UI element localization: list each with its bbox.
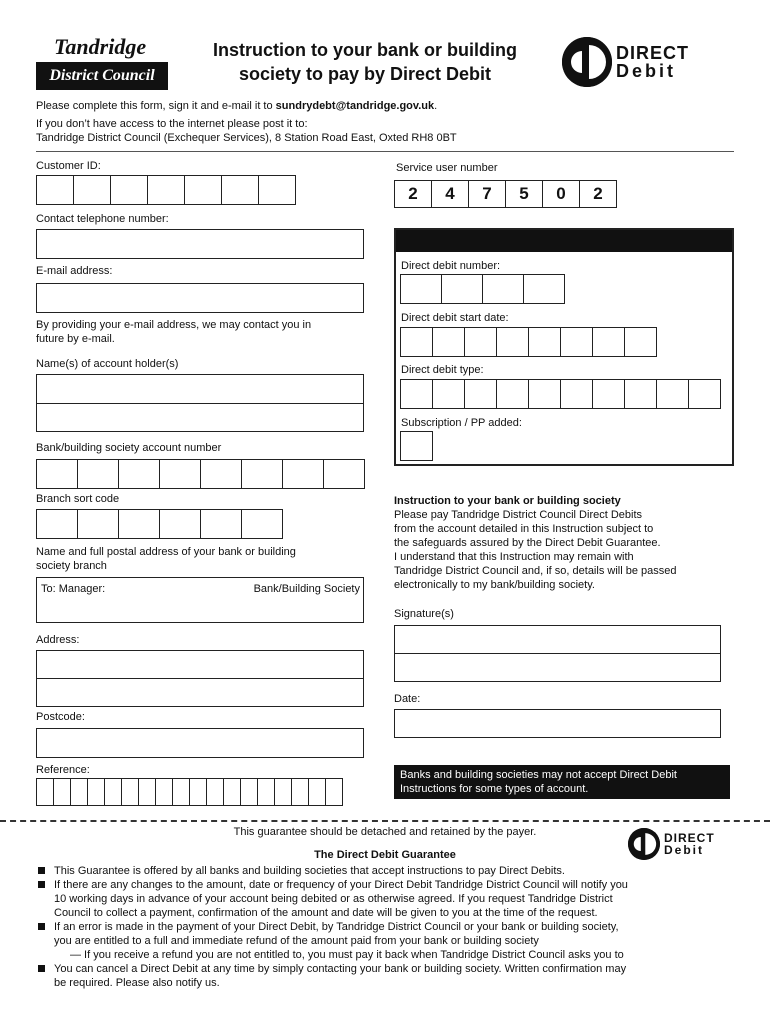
instruction-line: from the account detailed in this Instruction subject to bbox=[394, 523, 654, 535]
detach-note: This guarantee should be detached and retained by the payer. bbox=[233, 826, 537, 838]
account-holder-field-2[interactable] bbox=[36, 403, 364, 432]
input-cell[interactable] bbox=[36, 175, 74, 205]
intro-line-1: Please complete this form, sign it and e-mail it to sundrydebt@tandridge.gov.uk. bbox=[36, 100, 438, 112]
dd-logo-line-1: DIRECT bbox=[664, 831, 715, 845]
dd-logo-line-1: DIRECT bbox=[616, 43, 689, 63]
signature-field-1[interactable] bbox=[394, 625, 721, 654]
instruction-line: I understand that this Instruction may remain with bbox=[394, 551, 634, 563]
input-cell[interactable] bbox=[118, 459, 160, 489]
input-cell[interactable] bbox=[70, 778, 88, 806]
instruction-block bbox=[394, 494, 734, 592]
subscription-label: Subscription / PP added: bbox=[401, 417, 522, 429]
input-cell[interactable] bbox=[624, 327, 657, 357]
account-number-label: Bank/building society account number bbox=[36, 442, 222, 454]
input-cell[interactable] bbox=[36, 509, 78, 539]
dd-number-label: Direct debit number: bbox=[401, 260, 501, 272]
office-use-header-bar bbox=[396, 230, 732, 252]
input-cell[interactable] bbox=[592, 327, 625, 357]
header-divider bbox=[36, 151, 734, 152]
title-line-2: society to pay by Direct Debit bbox=[238, 64, 492, 84]
bank-name-label-line-1: Name and full postal address of your bank or building bbox=[36, 546, 296, 558]
input-cell[interactable] bbox=[523, 274, 565, 304]
direct-debit-mark-icon bbox=[628, 828, 660, 860]
input-cell[interactable] bbox=[592, 379, 625, 409]
account-type-note: Banks and building societies may not accept Direct Debit Instructions for some types of account. bbox=[394, 765, 730, 799]
title-line-1: Instruction to your bank or building bbox=[213, 40, 517, 60]
dd-type-label: Direct debit type: bbox=[401, 364, 484, 376]
bank-society-label: Bank/Building Society bbox=[253, 583, 360, 595]
input-cell[interactable] bbox=[688, 379, 721, 409]
input-cell[interactable] bbox=[323, 459, 365, 489]
guarantee-item: If an error is made in the payment of your Direct Debit, by Tandridge District Council or your bank or building society, you are entitled to a full and immediate refund of the amount paid from your bank or building society bbox=[36, 920, 736, 948]
input-cell[interactable] bbox=[257, 778, 275, 806]
sort-code-label: Branch sort code bbox=[36, 493, 120, 505]
guarantee-dd-logo bbox=[628, 828, 715, 860]
input-cell[interactable] bbox=[36, 778, 54, 806]
input-cell[interactable] bbox=[241, 509, 283, 539]
input-cell[interactable] bbox=[325, 778, 343, 806]
tandridge-logo bbox=[36, 34, 170, 92]
reference-label: Reference: bbox=[36, 764, 90, 776]
input-cell[interactable] bbox=[241, 459, 283, 489]
dd-type-field[interactable] bbox=[400, 379, 721, 409]
dd-logo-line-2: Debit bbox=[616, 61, 676, 81]
guarantee-subitem: — If you receive a refund you are not entitled to, you must pay it back when Tandridge District Council asks you to bbox=[70, 949, 624, 961]
to-manager-label: To: Manager: bbox=[41, 583, 106, 595]
input-cell[interactable] bbox=[496, 379, 529, 409]
service-user-digit: 0 bbox=[542, 180, 580, 208]
page-title bbox=[185, 38, 545, 86]
reference-field[interactable] bbox=[36, 778, 343, 806]
input-cell[interactable] bbox=[528, 327, 561, 357]
phone-label: Contact telephone number: bbox=[36, 213, 169, 225]
instruction-line: electronically to my bank/building society. bbox=[394, 579, 595, 591]
input-cell[interactable] bbox=[400, 379, 433, 409]
input-cell[interactable] bbox=[223, 778, 241, 806]
input-cell[interactable] bbox=[159, 459, 201, 489]
account-holder-field-1[interactable] bbox=[36, 374, 364, 404]
guarantee-item: You can cancel a Direct Debit at any time by simply contacting your bank or building society. Written confirmation may be required. Please also notify us. bbox=[36, 962, 736, 990]
input-cell[interactable] bbox=[464, 379, 497, 409]
input-cell[interactable] bbox=[73, 175, 111, 205]
dd-start-label: Direct debit start date: bbox=[401, 312, 509, 324]
customer-id-label: Customer ID: bbox=[36, 160, 101, 172]
input-cell[interactable] bbox=[87, 778, 105, 806]
input-cell[interactable] bbox=[656, 379, 689, 409]
input-cell[interactable] bbox=[184, 175, 222, 205]
dd-start-field[interactable] bbox=[400, 327, 657, 357]
input-cell[interactable] bbox=[155, 778, 173, 806]
bank-name-field[interactable] bbox=[36, 577, 364, 623]
input-cell[interactable] bbox=[147, 175, 185, 205]
input-cell[interactable] bbox=[104, 778, 122, 806]
postcode-label: Postcode: bbox=[36, 711, 85, 723]
input-cell[interactable] bbox=[400, 327, 433, 357]
input-cell[interactable] bbox=[441, 274, 483, 304]
account-holder-label: Name(s) of account holder(s) bbox=[36, 358, 179, 370]
input-cell[interactable] bbox=[528, 379, 561, 409]
customer-id-field[interactable] bbox=[36, 175, 296, 205]
input-cell[interactable] bbox=[189, 778, 207, 806]
office-use-panel bbox=[394, 228, 734, 466]
input-cell[interactable] bbox=[118, 509, 160, 539]
service-user-digit: 7 bbox=[468, 180, 506, 208]
logo-bottom-text: District Council bbox=[36, 62, 168, 90]
bank-name-label-line-2: society branch bbox=[36, 560, 107, 572]
input-cell[interactable] bbox=[172, 778, 190, 806]
input-cell[interactable] bbox=[291, 778, 309, 806]
input-cell[interactable] bbox=[77, 459, 119, 489]
guarantee-item: If there are any changes to the amount, date or frequency of your Direct Debit Tandridge District Council will notify you 10 working days in advance of your account being debited or as otherwise agreed. If you request Tandridge District Council to collect a payment, confirmation of the amount and date will be given to you at the time of the request. bbox=[36, 878, 736, 920]
service-user-digit: 4 bbox=[431, 180, 469, 208]
address-label: Address: bbox=[36, 634, 80, 646]
input-cell[interactable] bbox=[432, 379, 465, 409]
contact-email: sundrydebt@tandridge.gov.uk bbox=[275, 100, 435, 112]
input-cell[interactable] bbox=[624, 379, 657, 409]
phone-field[interactable] bbox=[36, 229, 364, 259]
input-cell[interactable] bbox=[274, 778, 292, 806]
date-label: Date: bbox=[394, 693, 421, 705]
email-note-line-2: future by e-mail. bbox=[36, 333, 115, 345]
postcode-field[interactable] bbox=[36, 728, 364, 758]
input-cell[interactable] bbox=[282, 459, 324, 489]
guarantee-title: The Direct Debit Guarantee bbox=[314, 849, 456, 861]
guarantee-list bbox=[36, 864, 736, 990]
signature-field-2[interactable] bbox=[394, 653, 721, 682]
subscription-field[interactable] bbox=[400, 431, 433, 461]
input-cell[interactable] bbox=[308, 778, 326, 806]
input-cell[interactable] bbox=[221, 175, 259, 205]
guarantee-item: This Guarantee is offered by all banks and building societies that accept instructions to pay Direct Debits. bbox=[36, 864, 736, 878]
intro-line-3: Tandridge District Council (Exchequer Services), 8 Station Road East, Oxted RH8 0BT bbox=[36, 132, 457, 144]
address-field-1[interactable] bbox=[36, 650, 364, 679]
input-cell[interactable] bbox=[159, 509, 201, 539]
input-cell[interactable] bbox=[560, 379, 593, 409]
input-cell[interactable] bbox=[560, 327, 593, 357]
signature-label: Signature(s) bbox=[394, 608, 454, 620]
input-cell[interactable] bbox=[200, 459, 242, 489]
sort-code-field[interactable] bbox=[36, 509, 283, 539]
service-user-digit: 2 bbox=[579, 180, 617, 208]
input-cell[interactable] bbox=[258, 175, 296, 205]
input-cell[interactable] bbox=[496, 327, 529, 357]
dd-number-field[interactable] bbox=[400, 274, 565, 304]
address-field-2[interactable] bbox=[36, 678, 364, 707]
input-cell[interactable] bbox=[36, 459, 78, 489]
service-user-label: Service user number bbox=[396, 162, 498, 174]
dd-logo-line-2: Debit bbox=[664, 843, 704, 857]
email-note-line-1: By providing your e-mail address, we may contact you in bbox=[36, 319, 312, 331]
input-cell[interactable] bbox=[432, 327, 465, 357]
input-cell[interactable] bbox=[77, 509, 119, 539]
email-field[interactable] bbox=[36, 283, 364, 313]
input-cell[interactable] bbox=[121, 778, 139, 806]
logo-top-text: Tandridge bbox=[54, 34, 147, 59]
input-cell[interactable] bbox=[482, 274, 524, 304]
account-number-field[interactable] bbox=[36, 459, 365, 489]
service-user-digit: 2 bbox=[394, 180, 432, 208]
direct-debit-mark-icon bbox=[562, 37, 612, 87]
input-cell[interactable] bbox=[400, 274, 442, 304]
instruction-line: the safeguards assured by the Direct Debit Guarantee. bbox=[394, 537, 661, 549]
input-cell[interactable] bbox=[240, 778, 258, 806]
input-cell[interactable] bbox=[206, 778, 224, 806]
tear-off-line bbox=[0, 820, 770, 822]
date-field[interactable] bbox=[394, 709, 721, 738]
instruction-line: Please pay Tandridge District Council Direct Debits bbox=[394, 509, 643, 521]
instruction-title: Instruction to your bank or building society bbox=[394, 495, 621, 507]
email-label: E-mail address: bbox=[36, 265, 113, 277]
input-cell[interactable] bbox=[53, 778, 71, 806]
service-user-digit: 5 bbox=[505, 180, 543, 208]
direct-debit-logo bbox=[562, 37, 689, 87]
instruction-line: Tandridge District Council and, if so, details will be passed bbox=[394, 565, 677, 577]
input-cell[interactable] bbox=[464, 327, 497, 357]
input-cell[interactable] bbox=[110, 175, 148, 205]
intro-line-2: If you don’t have access to the internet please post it to: bbox=[36, 118, 308, 130]
input-cell[interactable] bbox=[200, 509, 242, 539]
input-cell[interactable] bbox=[138, 778, 156, 806]
service-user-number bbox=[394, 180, 617, 208]
